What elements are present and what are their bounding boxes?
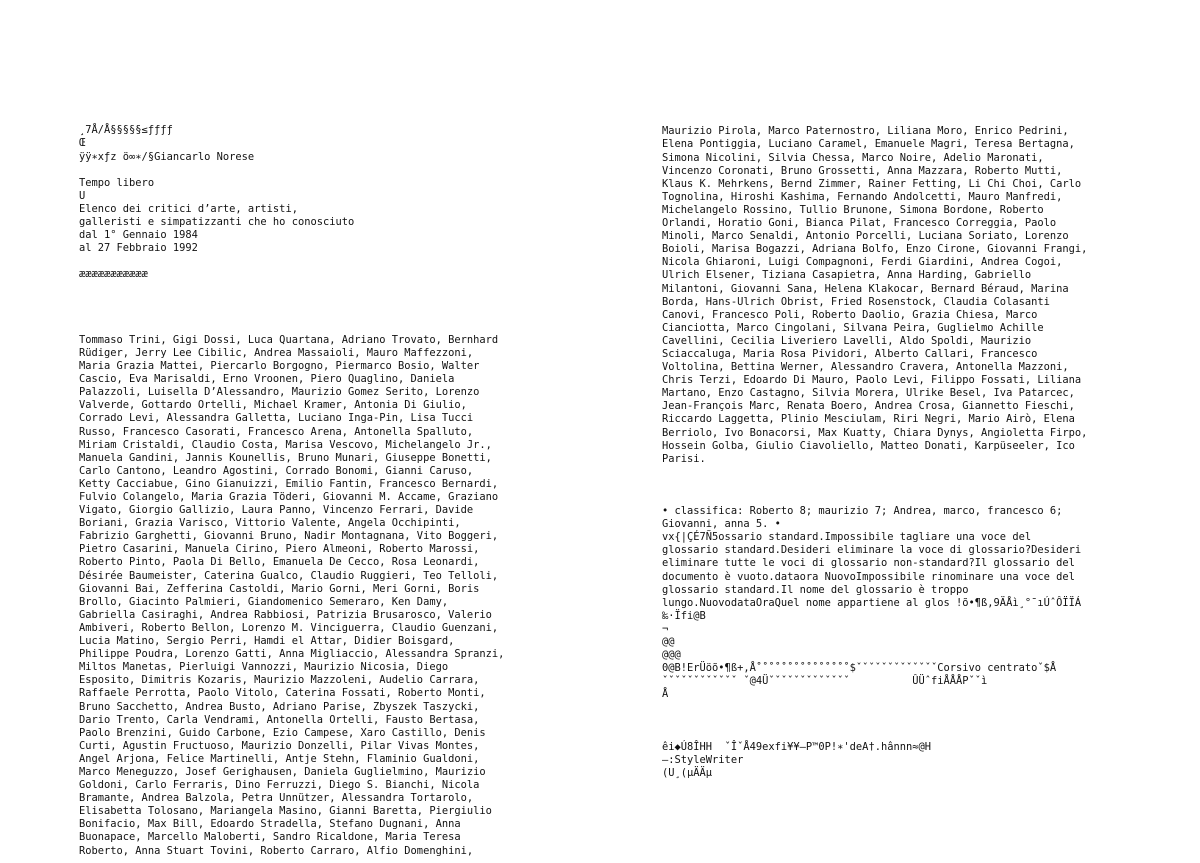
footer-line: ˇˇˇˇˇˇˇˇˇˇˇˇ ˇ@4Üˇˇˇˇˇˇˇˇˇˇˇˇˇ ÛÜˆfiÅÅÅPˇˇì bbox=[662, 675, 988, 688]
right-page bbox=[600, 0, 1200, 863]
footer-line: vx{|ÇÉ7Ñ5ossario standard.Impossibile tagliare una voce del bbox=[662, 531, 1032, 544]
footer-line bbox=[662, 492, 1200, 505]
text-line: Raffaele Perrotta, Paolo Vitolo, Caterina Fossati, Roberto Monti, bbox=[79, 687, 486, 700]
text-line: Esposito, Dimitris Kozaris, Maurizio Mazzoleni, Audelio Carrara, bbox=[79, 674, 480, 687]
text-line: Fulvio Colangelo, Maria Grazia Töderi, Giovanni M. Accame, Graziano bbox=[79, 491, 499, 503]
text-line: Pietro Casarini, Manuela Cirino, Piero Almeoni, Roberto Marossi, bbox=[79, 543, 480, 556]
text-line: Minoli, Marco Senaldi, Antonio Porcelli, Luciana Soriato, Lorenzo bbox=[662, 230, 1069, 243]
text-line: Chris Terzi, Edoardo Di Mauro, Paolo Levi, Filippo Fossati, Liliana bbox=[662, 374, 1082, 387]
header-line: dal 1° Gennaio 1984 bbox=[79, 229, 198, 242]
header-line bbox=[79, 255, 600, 268]
header-line: æææææææææææ bbox=[79, 268, 148, 281]
footer-line: glossario standard.Desideri eliminare la voce di glossario?Desideri bbox=[662, 544, 1082, 557]
header-line: Œ bbox=[79, 137, 86, 150]
footer-line: –:StyleWriter bbox=[662, 753, 744, 766]
text-line: Dario Trento, Carla Vendrami, Antonella Ortelli, Fausto Bertasa, bbox=[79, 713, 480, 726]
footer-line: ‰·Ïfi@B bbox=[662, 609, 706, 622]
text-line: Roberto, Anna Stuart Tovini, Roberto Carraro, Alfio Domenghini, bbox=[79, 844, 474, 857]
text-line: Elena Pontiggia, Luciano Caramel, Emanuele Magri, Teresa Bertagna, bbox=[662, 138, 1075, 151]
text-line: Canovi, Francesco Poli, Roberto Daolio, Grazia Chiesa, Marco bbox=[662, 308, 1038, 321]
text-line: Sciaccaluga, Maria Rosa Pividori, Alberto Callari, Francesco bbox=[662, 347, 1038, 360]
text-line: Ulrich Elsener, Tiziana Casapietra, Anna Harding, Gabriello bbox=[662, 269, 1032, 282]
text-line: Curti, Agustin Fructuoso, Maurizio Donzelli, Pilar Vivas Montes, bbox=[79, 739, 480, 752]
text-line: Maurizio Pirola, Marco Paternostro, Liliana Moro, Enrico Pedrini, bbox=[662, 125, 1069, 138]
text-line: Vincenzo Coronati, Bruno Grossetti, Anna Mazzara, Roberto Mutti, bbox=[662, 164, 1063, 177]
text-line: Cavellini, Cecilia Liveriero Lavelli, Aldo Spoldi, Maurizio bbox=[662, 334, 1032, 347]
text-line: Martano, Enzo Castagno, Silvia Morera, Ulrike Besel, Iva Patarcec, bbox=[662, 387, 1075, 400]
text-line: Valverde, Gottardo Ortelli, Michael Kramer, Antonia Di Giulio, bbox=[79, 399, 467, 412]
footer-line: 0@B!ErÜöõ•¶ß+,Å˚˚˚˚˚˚˚˚˚˚˚˚˚˚˚$ˇˇˇˇˇˇˇˇˇˇˇˇˇCorsivo centratoˇ$Å bbox=[662, 662, 1057, 675]
text-line: Bruno Sacchetto, Andrea Busto, Adriano Parise, Zbyszek Taszycki, bbox=[79, 700, 480, 713]
text-line: Rüdiger, Jerry Lee Cibilic, Andrea Massaioli, Mauro Maffezzoni, bbox=[79, 346, 474, 359]
text-line: Riccardo Laggetta, Plinio Mesciulam, Riri Negri, Mario Airò, Elena bbox=[662, 413, 1075, 426]
text-line: Simona Nicolini, Silvia Chessa, Marco Noire, Adelio Maronati, bbox=[662, 151, 1044, 164]
text-line: Hossein Golba, Giulio Ciavoliello, Matteo Donati, Karpüseeler, Ico bbox=[662, 439, 1075, 452]
footer-line: êi◆Ú8ÎHH ˇÎˇÅ49exfi¥¥—P™0P!∗'deA†.hânnn≈@H bbox=[662, 740, 931, 753]
text-line: Ketty Cacciabue, Gino Gianuizzi, Emilio Fantin, Francesco Bernardi, bbox=[79, 477, 499, 490]
garbled-footer bbox=[662, 492, 1200, 780]
text-line: Marco Meneguzzo, Josef Gerighausen, Daniela Guglielmino, Maurizio bbox=[79, 765, 486, 778]
text-line: Brollo, Giacinto Palmieri, Giandomenico Semeraro, Ken Damy, bbox=[79, 595, 449, 608]
text-line: Berriolo, Ivo Bonacorsi, Max Kuatty, Chiara Dynys, Angioletta Firpo, bbox=[662, 426, 1088, 439]
footer-line: eliminare tutte le voci di glossario non-standard?Il glossario del bbox=[662, 557, 1075, 570]
names-list-part-2 bbox=[662, 125, 1200, 465]
text-line: Borda, Hans-Ulrich Obrist, Fried Rosenstock, Claudia Colasanti bbox=[662, 295, 1050, 308]
text-line: Giovanni Bai, Zefferina Castoldi, Mario Gorni, Meri Gorni, Boris bbox=[79, 582, 480, 595]
text-line: Bramante, Andrea Balzola, Petra Unnützer, Alessandra Tortarolo, bbox=[79, 792, 474, 805]
document-header bbox=[79, 124, 600, 307]
header-line bbox=[79, 164, 600, 177]
text-line: Boriani, Grazia Varisco, Vittorio Valente, Angela Occhipinti, bbox=[79, 517, 461, 530]
text-line: Roberto Pinto, Paola Di Bello, Emanuela De Cecco, Rosa Leonardi, bbox=[79, 556, 480, 569]
text-line: Cascio, Eva Marisaldi, Erno Vroonen, Piero Quaglino, Daniela bbox=[79, 373, 455, 386]
text-line: Maria Grazia Mattei, Piercarlo Borgogno, Piermarco Bosio, Walter bbox=[79, 360, 480, 373]
text-line: Nicola Ghiaroni, Luigi Compagnoni, Ferdi Giardini, Andrea Cogoi, bbox=[662, 256, 1063, 269]
text-line: Ambiveri, Roberto Bellon, Lorenzo M. Vinciguerra, Claudio Guenzani, bbox=[79, 621, 499, 634]
header-line bbox=[79, 295, 600, 308]
text-line: Tognolina, Hiroshi Kashima, Fernando Andolcetti, Mauro Manfredi, bbox=[662, 190, 1063, 203]
text-line: Russo, Francesco Casorati, Francesco Arena, Antonella Spalluto, bbox=[79, 425, 474, 438]
text-line: Vigato, Giorgio Gallizio, Laura Panno, Vincenzo Ferrari, Davide bbox=[79, 504, 474, 517]
header-line: al 27 Febbraio 1992 bbox=[79, 242, 198, 255]
text-line: Klaus K. Mehrkens, Bernd Zimmer, Rainer Fetting, Li Chi Choi, Carlo bbox=[662, 177, 1082, 190]
text-line: Carlo Cantono, Leandro Agostini, Corrado Bonomi, Gianni Caruso, bbox=[79, 464, 474, 477]
text-line: Gabriella Casiraghi, Andrea Rabbiosi, Patrizia Brusarosco, Valerio bbox=[79, 608, 492, 621]
footer-line: lungo.NuovodataOraQuel nome appartiene al glos !õ•¶ß,9ÄÅì¸°¯ıÚˆÔÏÏÁ bbox=[662, 596, 1082, 609]
text-line: Orlandi, Horatio Goni, Bianca Pilat, Francesco Correggia, Paolo bbox=[662, 217, 1057, 230]
text-line: Désirée Baumeister, Caterina Gualco, Claudio Ruggieri, Teo Telloli, bbox=[79, 569, 499, 582]
text-line: Fabrizio Garghetti, Giovanni Bruno, Nadir Montagnana, Vito Boggeri, bbox=[79, 530, 499, 543]
header-line: ÿÿ∗xƒz ö∞∗/§Giancarlo Norese bbox=[79, 150, 255, 163]
text-line: Corrado Levi, Alessandra Galletta, Luciano Inga-Pin, Lisa Tucci bbox=[79, 412, 474, 425]
text-line: Palazzoli, Luisella D’Alessandro, Maurizio Gomez Serito, Lorenzo bbox=[79, 386, 480, 399]
text-line: Michelangelo Rossino, Tullio Brunone, Simona Bordone, Roberto bbox=[662, 203, 1044, 216]
text-line: Miltos Manetas, Pierluigi Vannozzi, Maurizio Nicosia, Diego bbox=[79, 661, 449, 674]
footer-line bbox=[662, 715, 1200, 728]
names-list-part-1 bbox=[79, 334, 600, 858]
text-line: Jean-François Marc, Renata Boero, Andrea Crosa, Giannetto Fieschi, bbox=[662, 400, 1075, 413]
text-line: Goldoni, Carlo Ferraris, Dino Ferruzzi, Diego S. Bianchi, Nicola bbox=[79, 779, 480, 792]
text-line: Parisi. bbox=[662, 452, 706, 465]
footer-line: @@ bbox=[662, 636, 675, 649]
text-line: Buonapace, Marcello Maloberti, Sandro Ricaldone, Maria Teresa bbox=[79, 831, 461, 844]
footer-line: (U¸(µÄÄµ bbox=[662, 766, 713, 779]
right-top-margin bbox=[662, 26, 1200, 99]
header-line: ¸7Å/Å§§§§§≤ƒƒƒƒ bbox=[79, 124, 173, 137]
footer-line: Å bbox=[662, 688, 669, 701]
left-top-margin bbox=[79, 26, 600, 98]
text-line: Cianciotta, Marco Cingolani, Silvana Peira, Guglielmo Achille bbox=[662, 321, 1044, 334]
text-line: Paolo Brenzini, Guido Carbone, Ezio Campese, Xaro Castillo, Denis bbox=[79, 726, 486, 739]
header-line: U bbox=[79, 189, 86, 202]
text-line: Angel Arjona, Felice Martinelli, Antje Stehn, Flaminio Gualdoni, bbox=[79, 752, 480, 765]
footer-line: Giovanni, anna 5. • bbox=[662, 518, 781, 531]
text-line: Miriam Cristaldi, Claudio Costa, Marisa Vescovo, Michelangelo Jr., bbox=[79, 438, 492, 451]
text-line: Tommaso Trini, Gigi Dossi, Luca Quartana, Adriano Trovato, Bernhard bbox=[79, 333, 499, 346]
text-line: Manuela Gandini, Jannis Kounellis, Bruno Munari, Giuseppe Bonetti, bbox=[79, 451, 492, 464]
text-line: Milantoni, Giovanni Sana, Helena Klakocar, Bernard Béraud, Marina bbox=[662, 282, 1069, 295]
footer-line: @@@ bbox=[662, 649, 681, 662]
text-line: Bonifacio, Max Bill, Edoardo Stradella, Stefano Dugnani, Anna bbox=[79, 818, 461, 831]
footer-line bbox=[662, 728, 1200, 741]
text-line: Boioli, Marisa Bogazzi, Adriana Bolfo, Enzo Cirone, Giovanni Frangi, bbox=[662, 243, 1088, 256]
footer-line: • classifica: Roberto 8; maurizio 7; Andrea, marco, francesco 6; bbox=[662, 505, 1063, 518]
footer-line: ¬ bbox=[662, 622, 669, 635]
footer-line bbox=[662, 702, 1200, 715]
footer-line: documento è vuoto.dataora NuovoImpossibile rinominare una voce del bbox=[662, 570, 1075, 583]
header-line: Tempo libero bbox=[79, 176, 155, 189]
text-line: Voltolina, Bettina Werner, Alessandro Cravera, Antonella Mazzoni, bbox=[662, 361, 1069, 374]
text-line: Elisabetta Tolosano, Mariangela Masino, Gianni Baretta, Piergiulio bbox=[79, 805, 492, 818]
footer-line: glossario standard.Il nome del glossario è troppo bbox=[662, 583, 969, 596]
text-line: Philippe Poudra, Lorenzo Gatti, Anna Migliaccio, Alessandra Spranzi, bbox=[79, 648, 505, 661]
header-line bbox=[79, 282, 600, 295]
header-line: galleristi e simpatizzanti che ho conosciuto bbox=[79, 216, 355, 229]
header-line: Elenco dei critici d’arte, artisti, bbox=[79, 202, 298, 215]
text-line: Lucia Matino, Sergio Perri, Hamdi el Attar, Didier Boisgard, bbox=[79, 635, 455, 648]
